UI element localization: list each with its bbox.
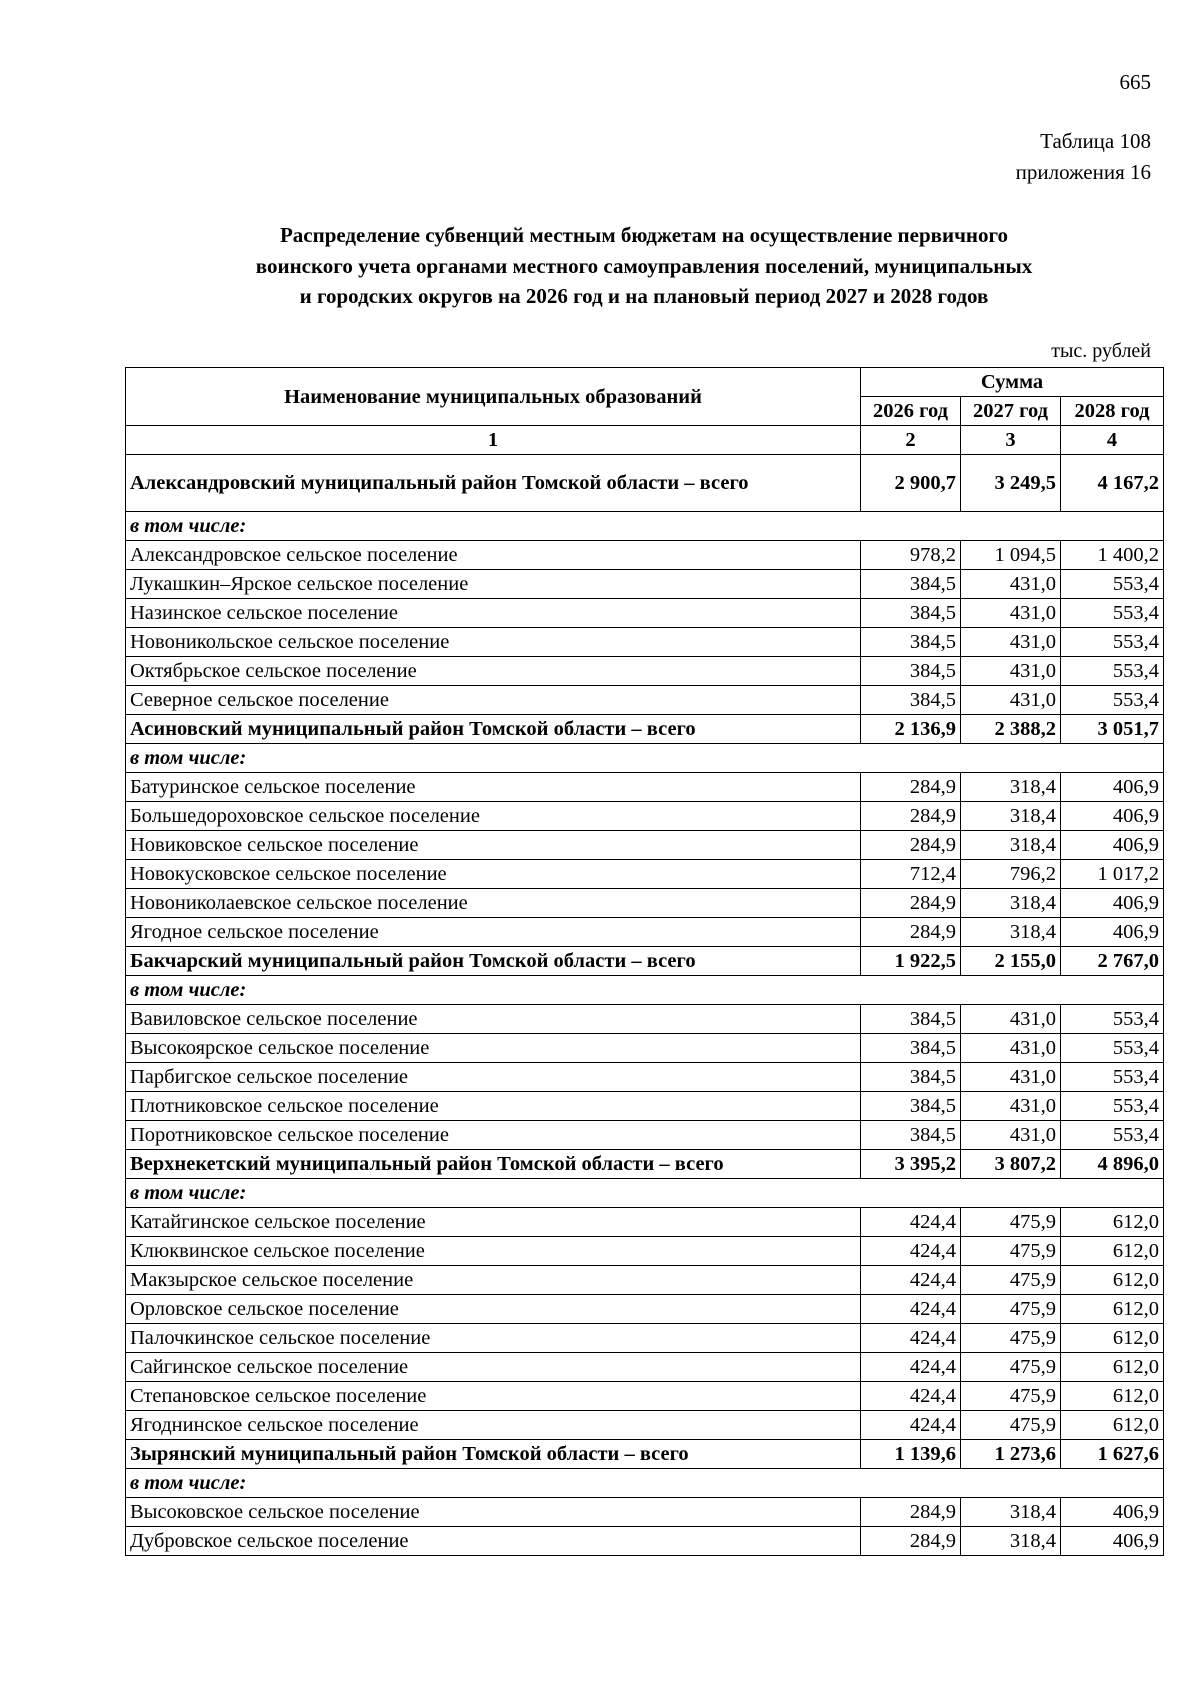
- including-row: [126, 1179, 1164, 1208]
- amount-2027: 2 155,0: [961, 947, 1061, 976]
- amount-2028: 612,0: [1061, 1382, 1164, 1411]
- settlement-name: Плотниковское сельское поселение: [126, 1092, 861, 1121]
- amount-2026: 424,4: [861, 1411, 961, 1440]
- amount-2027: 1 273,6: [961, 1440, 1061, 1469]
- amount-2026: 284,9: [861, 773, 961, 802]
- amount-2026: 284,9: [861, 1527, 961, 1556]
- document-title: [125, 220, 1163, 312]
- amount-2026: 2 900,7: [861, 455, 961, 512]
- amount-2027: 475,9: [961, 1237, 1061, 1266]
- amount-2027: 475,9: [961, 1208, 1061, 1237]
- table-number: Таблица 108: [1040, 129, 1151, 153]
- amount-2027: 3 807,2: [961, 1150, 1061, 1179]
- district-name: Зырянский муниципальный район Томской области – всего: [126, 1440, 861, 1469]
- settlement-name: Степановское сельское поселение: [126, 1382, 861, 1411]
- column-numbers-row: [126, 426, 1164, 455]
- including-row: [126, 512, 1164, 541]
- amount-2028: 553,4: [1061, 686, 1164, 715]
- district-total-row: [126, 715, 1164, 744]
- title-line: и городских округов на 2026 год и на плановый период 2027 и 2028 годов: [299, 284, 989, 308]
- including-row: [126, 744, 1164, 773]
- settlement-name: Клюквинское сельское поселение: [126, 1237, 861, 1266]
- settlement-name: Александровское сельское поселение: [126, 541, 861, 570]
- appendix-number: приложения 16: [1015, 160, 1151, 184]
- amount-2026: 384,5: [861, 686, 961, 715]
- settlement-row: [126, 1353, 1164, 1382]
- amount-2026: 384,5: [861, 1092, 961, 1121]
- amount-2028: 406,9: [1061, 831, 1164, 860]
- amount-2027: 796,2: [961, 860, 1061, 889]
- settlement-row: [126, 1121, 1164, 1150]
- amount-2026: 424,4: [861, 1324, 961, 1353]
- title-line: Распределение субвенций местным бюджетам на осуществление первичного: [279, 223, 1009, 247]
- amount-2028: 612,0: [1061, 1353, 1164, 1382]
- amount-2028: 553,4: [1061, 1121, 1164, 1150]
- amount-2027: 431,0: [961, 1063, 1061, 1092]
- title-line: воинского учета органами местного самоуправления поселений, муниципальных: [255, 253, 1033, 278]
- amount-2028: 612,0: [1061, 1295, 1164, 1324]
- amount-2027: 431,0: [961, 1121, 1061, 1150]
- amount-2028: 612,0: [1061, 1411, 1164, 1440]
- district-name: Бакчарский муниципальный район Томской области – всего: [126, 947, 861, 976]
- settlement-name: Большедороховское сельское поселение: [126, 802, 861, 831]
- header-row: [126, 368, 1164, 397]
- header-sum: Сумма: [861, 368, 1164, 397]
- amount-2026: 3 395,2: [861, 1150, 961, 1179]
- amount-2028: 612,0: [1061, 1324, 1164, 1353]
- settlement-row: [126, 773, 1164, 802]
- amount-2026: 424,4: [861, 1208, 961, 1237]
- amount-2027: 318,4: [961, 1498, 1061, 1527]
- amount-2027: 2 388,2: [961, 715, 1061, 744]
- amount-2028: 553,4: [1061, 1092, 1164, 1121]
- settlement-row: [126, 1063, 1164, 1092]
- settlement-name: Дубровское сельское поселение: [126, 1527, 861, 1556]
- amount-2027: 475,9: [961, 1295, 1061, 1324]
- amount-2026: 384,5: [861, 657, 961, 686]
- including-label: в том числе:: [126, 1469, 1164, 1498]
- page-number: 665: [1119, 70, 1151, 94]
- amount-2026: 384,5: [861, 1034, 961, 1063]
- settlement-row: [126, 570, 1164, 599]
- including-label: в том числе:: [126, 1179, 1164, 1208]
- amount-2026: 284,9: [861, 1498, 961, 1527]
- settlement-name: Высокоярское сельское поселение: [126, 1034, 861, 1063]
- amount-2026: 2 136,9: [861, 715, 961, 744]
- column-number: 3: [961, 426, 1061, 455]
- amount-2026: 978,2: [861, 541, 961, 570]
- amount-2028: 406,9: [1061, 773, 1164, 802]
- district-total-row: [126, 455, 1164, 512]
- amount-2026: 384,5: [861, 599, 961, 628]
- amount-2028: 406,9: [1061, 889, 1164, 918]
- including-row: [126, 1469, 1164, 1498]
- settlement-row: [126, 599, 1164, 628]
- settlement-row: [126, 889, 1164, 918]
- settlement-name: Октябрьское сельское поселение: [126, 657, 861, 686]
- settlement-row: [126, 831, 1164, 860]
- settlement-row: [126, 1092, 1164, 1121]
- amount-2026: 424,4: [861, 1266, 961, 1295]
- settlement-name: Северное сельское поселение: [126, 686, 861, 715]
- settlement-row: [126, 1237, 1164, 1266]
- amount-2028: 3 051,7: [1061, 715, 1164, 744]
- settlement-name: Лукашкин–Ярское сельское поселение: [126, 570, 861, 599]
- settlement-row: [126, 918, 1164, 947]
- header-name: Наименование муниципальных образований: [126, 368, 861, 426]
- settlement-name: Вавиловское сельское поселение: [126, 1005, 861, 1034]
- settlement-name: Макзырское сельское поселение: [126, 1266, 861, 1295]
- settlement-row: [126, 1034, 1164, 1063]
- units-label: тыс. рублей: [1051, 340, 1151, 362]
- amount-2027: 431,0: [961, 1092, 1061, 1121]
- amount-2026: 284,9: [861, 831, 961, 860]
- settlement-row: [126, 541, 1164, 570]
- settlement-name: Катайгинское сельское поселение: [126, 1208, 861, 1237]
- district-total-row: [126, 947, 1164, 976]
- amount-2026: 384,5: [861, 1121, 961, 1150]
- column-number: 2: [861, 426, 961, 455]
- amount-2028: 406,9: [1061, 918, 1164, 947]
- column-number: 4: [1061, 426, 1164, 455]
- table-reference: [1016, 126, 1151, 188]
- amount-2028: 406,9: [1061, 1498, 1164, 1527]
- settlement-name: Высоковское сельское поселение: [126, 1498, 861, 1527]
- amount-2028: 406,9: [1061, 1527, 1164, 1556]
- header-year: 2028 год: [1061, 397, 1164, 426]
- settlement-name: Палочкинское сельское поселение: [126, 1324, 861, 1353]
- settlement-name: Новиковское сельское поселение: [126, 831, 861, 860]
- settlement-name: Парбигское сельское поселение: [126, 1063, 861, 1092]
- amount-2026: 424,4: [861, 1382, 961, 1411]
- amount-2028: 612,0: [1061, 1208, 1164, 1237]
- district-name: Верхнекетский муниципальный район Томской области – всего: [126, 1150, 861, 1179]
- amount-2028: 1 627,6: [1061, 1440, 1164, 1469]
- amount-2027: 431,0: [961, 628, 1061, 657]
- amount-2026: 1 922,5: [861, 947, 961, 976]
- settlement-name: Новоникольское сельское поселение: [126, 628, 861, 657]
- amount-2028: 4 167,2: [1061, 455, 1164, 512]
- header-year: 2027 год: [961, 397, 1061, 426]
- settlement-row: [126, 1208, 1164, 1237]
- amount-2026: 284,9: [861, 889, 961, 918]
- header-year: 2026 год: [861, 397, 961, 426]
- settlement-row: [126, 1382, 1164, 1411]
- amount-2026: 424,4: [861, 1295, 961, 1324]
- amount-2026: 384,5: [861, 628, 961, 657]
- amount-2027: 3 249,5: [961, 455, 1061, 512]
- amount-2027: 431,0: [961, 570, 1061, 599]
- amount-2028: 612,0: [1061, 1266, 1164, 1295]
- amount-2027: 431,0: [961, 657, 1061, 686]
- amount-2028: 553,4: [1061, 1034, 1164, 1063]
- amount-2028: 553,4: [1061, 599, 1164, 628]
- settlement-row: [126, 1266, 1164, 1295]
- amount-2028: 553,4: [1061, 1063, 1164, 1092]
- column-number: 1: [126, 426, 861, 455]
- amount-2026: 284,9: [861, 918, 961, 947]
- settlement-row: [126, 1295, 1164, 1324]
- settlement-row: [126, 1411, 1164, 1440]
- amount-2027: 318,4: [961, 1527, 1061, 1556]
- settlement-name: Орловское сельское поселение: [126, 1295, 861, 1324]
- amount-2028: 1 017,2: [1061, 860, 1164, 889]
- district-name: Александровский муниципальный район Томской области – всего: [126, 455, 861, 512]
- amount-2028: 2 767,0: [1061, 947, 1164, 976]
- settlement-name: Ягодное сельское поселение: [126, 918, 861, 947]
- including-label: в том числе:: [126, 976, 1164, 1005]
- amount-2027: 431,0: [961, 686, 1061, 715]
- amount-2026: 384,5: [861, 1063, 961, 1092]
- amount-2028: 406,9: [1061, 802, 1164, 831]
- settlement-row: [126, 657, 1164, 686]
- amount-2027: 475,9: [961, 1324, 1061, 1353]
- settlement-row: [126, 1005, 1164, 1034]
- amount-2028: 4 896,0: [1061, 1150, 1164, 1179]
- including-row: [126, 976, 1164, 1005]
- subventions-table: [125, 367, 1164, 1556]
- amount-2028: 1 400,2: [1061, 541, 1164, 570]
- amount-2027: 475,9: [961, 1382, 1061, 1411]
- settlement-row: [126, 1324, 1164, 1353]
- amount-2027: 318,4: [961, 831, 1061, 860]
- amount-2026: 384,5: [861, 1005, 961, 1034]
- amount-2027: 475,9: [961, 1353, 1061, 1382]
- amount-2027: 431,0: [961, 599, 1061, 628]
- amount-2028: 553,4: [1061, 657, 1164, 686]
- settlement-row: [126, 628, 1164, 657]
- settlement-name: Назинское сельское поселение: [126, 599, 861, 628]
- settlement-row: [126, 686, 1164, 715]
- including-label: в том числе:: [126, 744, 1164, 773]
- amount-2028: 553,4: [1061, 628, 1164, 657]
- amount-2026: 284,9: [861, 802, 961, 831]
- district-total-row: [126, 1150, 1164, 1179]
- amount-2028: 612,0: [1061, 1237, 1164, 1266]
- settlement-row: [126, 1498, 1164, 1527]
- settlement-name: Новониколаевское сельское поселение: [126, 889, 861, 918]
- settlement-name: Сайгинское сельское поселение: [126, 1353, 861, 1382]
- settlement-name: Новокусковское сельское поселение: [126, 860, 861, 889]
- amount-2027: 1 094,5: [961, 541, 1061, 570]
- settlement-name: Батуринское сельское поселение: [126, 773, 861, 802]
- amount-2026: 1 139,6: [861, 1440, 961, 1469]
- district-name: Асиновский муниципальный район Томской области – всего: [126, 715, 861, 744]
- amount-2028: 553,4: [1061, 1005, 1164, 1034]
- amount-2027: 318,4: [961, 802, 1061, 831]
- settlement-row: [126, 802, 1164, 831]
- amount-2028: 553,4: [1061, 570, 1164, 599]
- amount-2026: 424,4: [861, 1237, 961, 1266]
- amount-2026: 424,4: [861, 1353, 961, 1382]
- amount-2026: 712,4: [861, 860, 961, 889]
- settlement-row: [126, 860, 1164, 889]
- settlement-name: Ягоднинское сельское поселение: [126, 1411, 861, 1440]
- amount-2027: 475,9: [961, 1411, 1061, 1440]
- settlement-row: [126, 1527, 1164, 1556]
- amount-2026: 384,5: [861, 570, 961, 599]
- amount-2027: 431,0: [961, 1034, 1061, 1063]
- district-total-row: [126, 1440, 1164, 1469]
- including-label: в том числе:: [126, 512, 1164, 541]
- amount-2027: 475,9: [961, 1266, 1061, 1295]
- amount-2027: 318,4: [961, 889, 1061, 918]
- amount-2027: 318,4: [961, 773, 1061, 802]
- settlement-name: Поротниковское сельское поселение: [126, 1121, 861, 1150]
- amount-2027: 318,4: [961, 918, 1061, 947]
- amount-2027: 431,0: [961, 1005, 1061, 1034]
